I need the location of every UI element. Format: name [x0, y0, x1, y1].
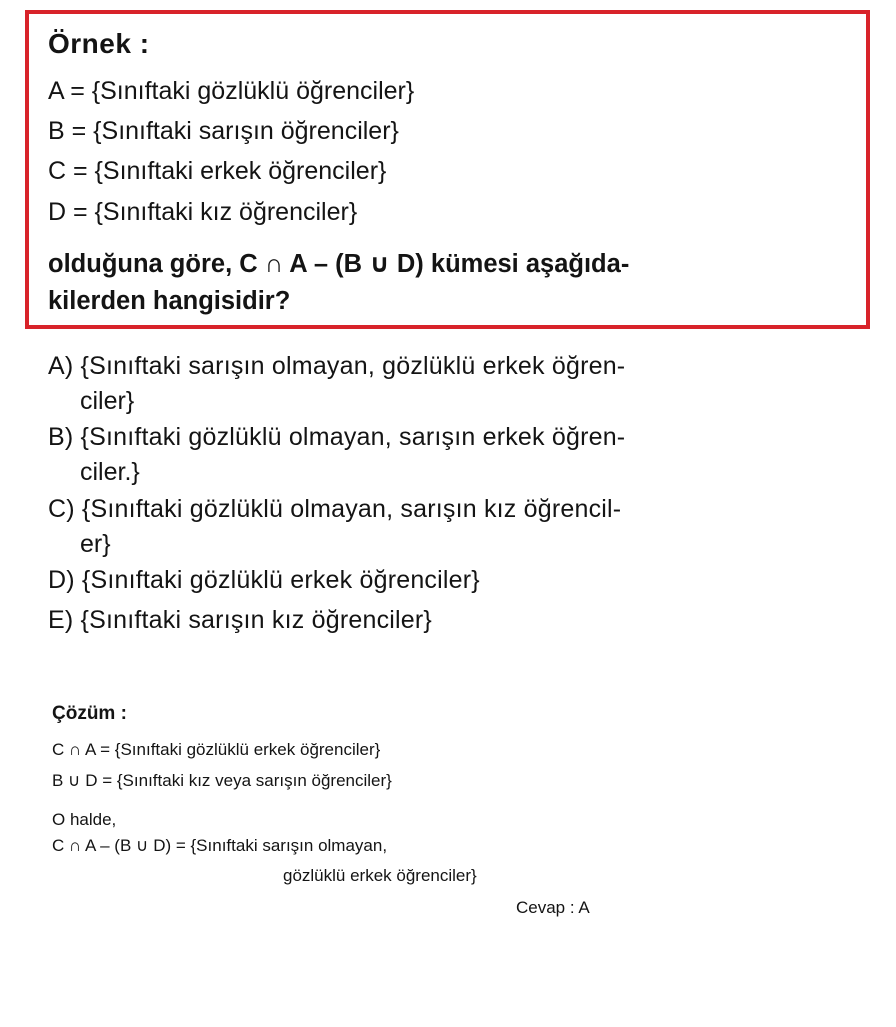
- set-definition-d: D = {Sınıftaki kız öğrenciler}: [48, 198, 358, 226]
- solution-line-intersection: C ∩ A = {Sınıftaki gözlüklü erkek öğrenciler}: [52, 740, 381, 759]
- set-definition-c: C = {Sınıftaki erkek öğrenciler}: [48, 157, 387, 185]
- option-e: E) {Sınıftaki sarışın kız öğrenciler}: [48, 606, 432, 634]
- option-b: B) {Sınıftaki gözlüklü olmayan, sarışın erkek öğren-: [48, 423, 626, 451]
- question-text-line-1: olduğuna göre, C ∩ A – (B ∪ D) kümesi aşağıda-: [48, 250, 630, 278]
- option-c: C) {Sınıftaki gözlüklü olmayan, sarışın kız öğrencil-: [48, 495, 622, 523]
- solution-line-result: C ∩ A – (B ∪ D) = {Sınıftaki sarışın olmayan,: [52, 836, 388, 855]
- solution-line-union: B ∪ D = {Sınıftaki kız veya sarışın öğrenciler}: [52, 771, 392, 790]
- example-title: Örnek :: [48, 28, 150, 59]
- option-c-continued: er}: [80, 530, 111, 558]
- set-definition-b: B = {Sınıftaki sarışın öğrenciler}: [48, 117, 399, 145]
- option-a-continued: ciler}: [80, 387, 135, 415]
- option-a: A) {Sınıftaki sarışın olmayan, gözlüklü erkek öğren-: [48, 352, 626, 380]
- question-text-line-2: kilerden hangisidir?: [48, 287, 291, 315]
- solution-title: Çözüm :: [52, 703, 127, 724]
- solution-line-therefore: O halde,: [52, 810, 117, 829]
- option-d: D) {Sınıftaki gözlüklü erkek öğrenciler}: [48, 566, 480, 594]
- set-definition-a: A = {Sınıftaki gözlüklü öğrenciler}: [48, 77, 415, 105]
- solution-line-result-continued: gözlüklü erkek öğrenciler}: [283, 866, 477, 885]
- option-b-continued: ciler.}: [80, 458, 140, 486]
- answer-label: Cevap : A: [516, 898, 590, 917]
